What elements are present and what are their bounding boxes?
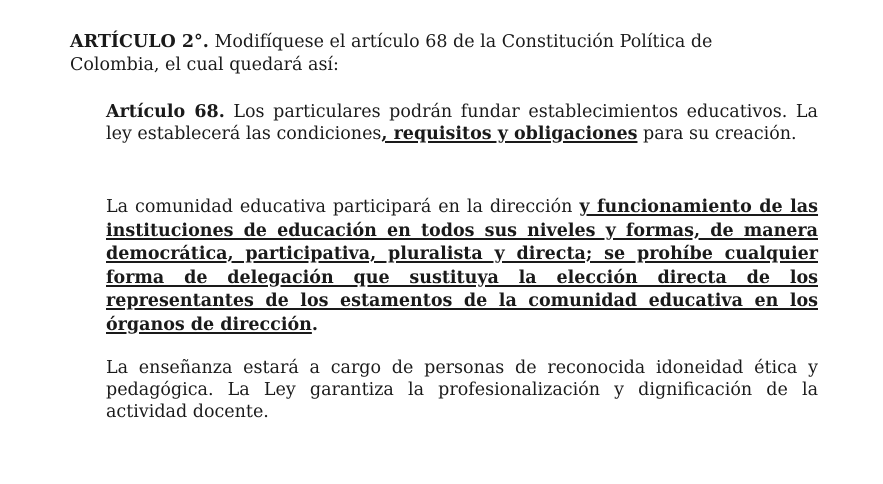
article-68-label: Artículo 68.: [106, 102, 225, 122]
article-68-p2-amendment: y funcionamiento de las instituciones de educación en todos sus niveles y formas, de manera democrática, participativa, pluralista y directa; se prohíbe cualquier forma de delegación que sustituya la elección directa de los representantes de los estamentos de la comunidad educativa en los órganos de dirección: [106, 197, 819, 335]
article-2-text: Modifíquese el artículo 68 de la Constitución Política de Colombia, el cual quedará así:: [70, 32, 713, 75]
article-2-label: ARTÍCULO 2°.: [70, 32, 209, 52]
article-68-p3-text: La enseñanza estará a cargo de personas de reconocida idoneidad ética y pedagógica. La Ley garantiza la profesionalización y dignificación de la actividad docente.: [106, 358, 818, 422]
article-68-p2-period: .: [311, 314, 318, 335]
article-68-p1-amendment: , requisitos y obligaciones: [381, 124, 638, 144]
article-68-paragraph-3: [106, 357, 818, 423]
article-68-paragraph-1: [106, 101, 818, 145]
article-68-paragraph-2: [106, 196, 818, 337]
article-68-p1-text-c: para su creación.: [637, 124, 797, 144]
article-68-p1-text-a: Los particulares podrán fundar establecimientos educativos. La ley establecerá las condiciones: [106, 102, 818, 144]
article-2-paragraph: [70, 31, 790, 77]
article-68-p2-text-a: La comunidad educativa participará en la dirección: [106, 197, 580, 217]
